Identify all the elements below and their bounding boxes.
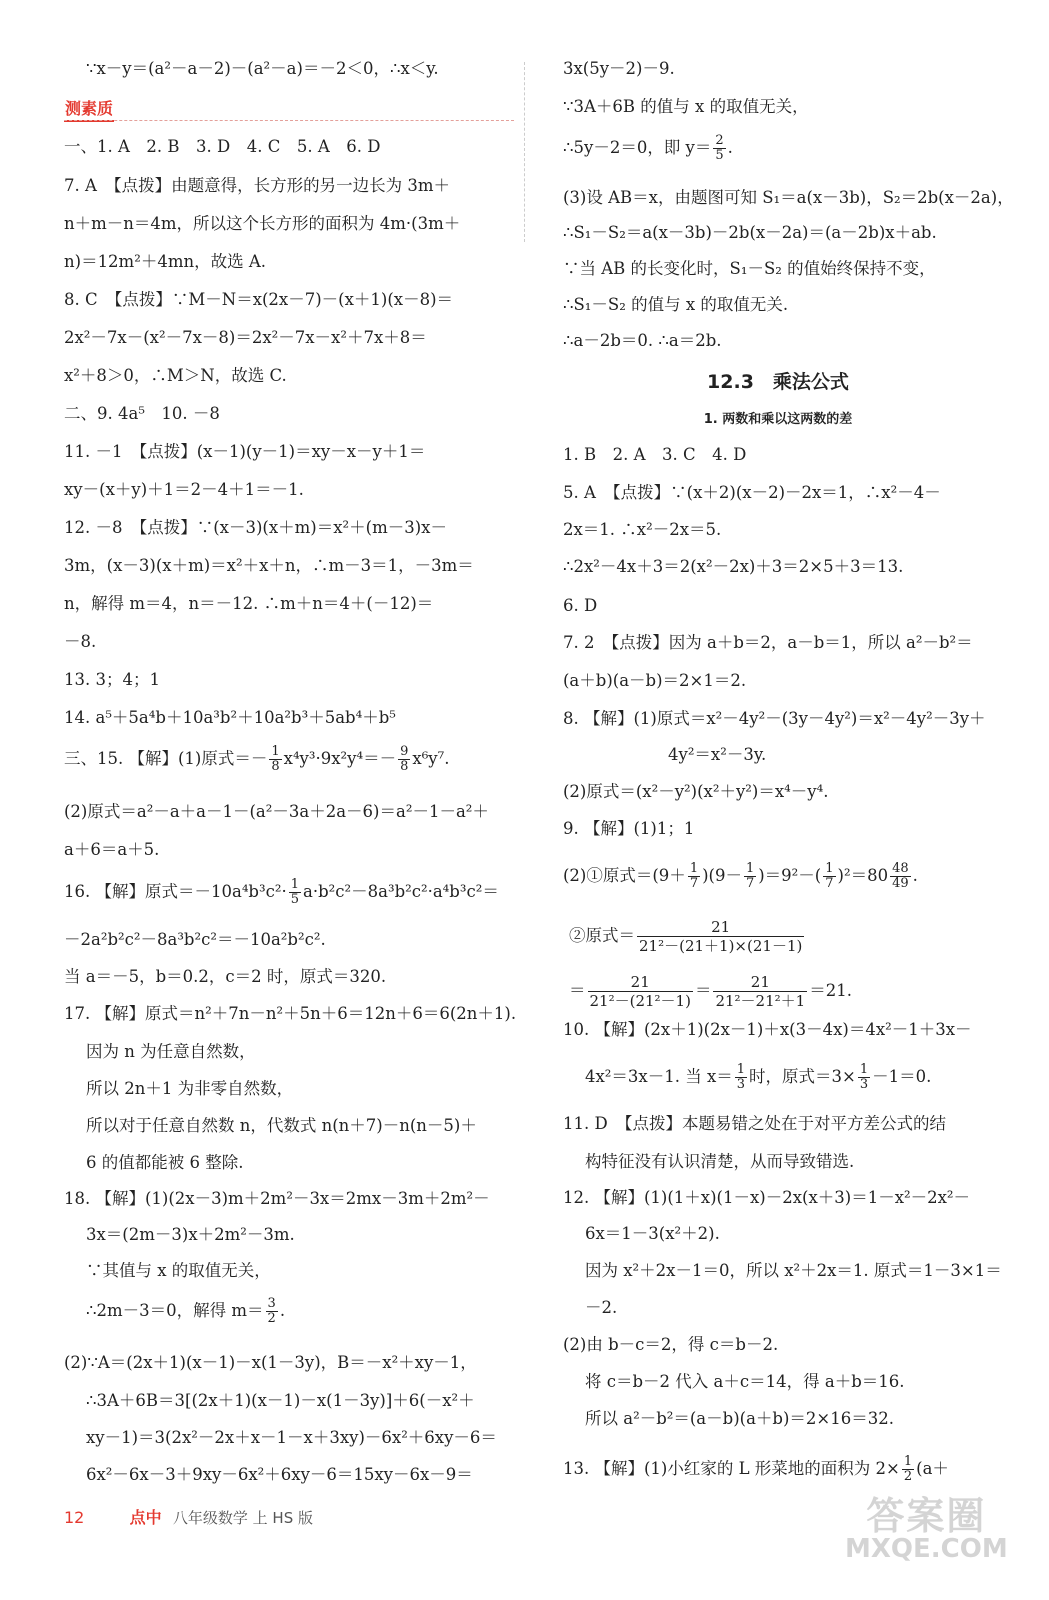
fraction: $\frac{48}{49}$ <box>892 861 909 891</box>
text-line: 当 a＝－5，b＝0.2，c＝2 时，原式＝320. <box>64 967 387 986</box>
text-line: ∴a－2b＝0. ∴a＝2b. <box>563 331 722 350</box>
text-line: 2x＝1. ∴x²－2x＝5. <box>563 520 722 539</box>
answer-line-9-2: (2)①原式＝(9＋ $\frac{1}{7}$ )(9－ $\frac{1}{7}$ )＝9²－( $\frac{1}{7}$ )²＝80 $\frac{48}{49}$ . <box>563 861 918 891</box>
fraction: $\frac{1}{3}$ <box>859 1062 869 1092</box>
text-line: x²＋8＞0，∴M＞N，故选 C. <box>64 366 287 385</box>
answer-line: 一、1. A 2. B 3. D 4. C 5. A 6. D <box>64 137 381 156</box>
text-line: (2)由 b－c＝2，得 c＝b－2. <box>563 1335 779 1354</box>
text-line: 构特征没有认识清楚，从而导致错选. <box>585 1152 855 1171</box>
subsection-heading: 1. 两数和乘以这两数的差 <box>703 412 853 427</box>
answer-line-15: 三、15. 【解】(1)原式＝－ $\frac{1}{8}$ x⁴y³·9x²y⁴＝－ $\frac{9}{8}$ x⁶y⁷. <box>64 744 450 774</box>
answer-line: 12. －8 【点拨】∵(x－3)(x＋m)＝x²＋(m－3)x－ <box>64 518 447 537</box>
text-line: 所以对于任意自然数 n，代数式 n(n＋7)－n(n－5)＋ <box>86 1116 477 1135</box>
text-line: n)＝12m²＋4mn，故选 A. <box>64 252 266 271</box>
text-line: 6x²－6x－3＋9xy－6x²＋6xy－6＝15xy－6x－9＝ <box>86 1465 473 1484</box>
watermark-url: MXQE.COM <box>845 1534 1008 1564</box>
column-divider <box>524 62 525 242</box>
fraction: $\frac{1}{3}$ <box>736 1062 746 1092</box>
answer-line: 二、9. 4a⁵ 10. －8 <box>64 404 220 423</box>
text-line: －8. <box>64 632 97 651</box>
section-tag: 测素质 <box>64 96 114 122</box>
fraction: $\frac{21}{\text{21²－(21²－1)}}$ <box>589 973 691 1010</box>
publisher-logo: 点中 <box>129 1508 162 1527</box>
text-line: 2x²－7x－(x²－7x－8)＝2x²－7x－x²＋7x＋8＝ <box>64 328 427 347</box>
text-line: 所以 a²－b²＝(a－b)(a＋b)＝2×16＝32. <box>585 1409 894 1428</box>
fraction: $\frac{21}{\text{21²－(21＋1)×(21－1)}}$ <box>639 918 803 955</box>
text-line: ∵当 AB 的长变化时，S₁－S₂ 的值始终保持不变， <box>563 259 936 278</box>
answer-line-13: 13. 【解】(1)小红家的 L 形菜地的面积为 2× $\frac{1}{2}$ (a＋ <box>563 1454 949 1484</box>
text-line: xy－(x＋y)＋1＝2－4＋1＝－1. <box>64 480 304 499</box>
text-line: 6 的值都能被 6 整除. <box>86 1153 244 1172</box>
text-line: －2. <box>585 1298 618 1317</box>
answer-line: 10. 【解】(2x＋1)(2x－1)＋x(3－4x)＝4x²－1＋3x－ <box>563 1020 972 1039</box>
text-line: 4y²＝x²－3y. <box>668 745 767 764</box>
answer-line: 11. －1 【点拨】(x－1)(y－1)＝xy－x－y＋1＝ <box>64 442 426 461</box>
text-line: ∴3A＋6B＝3[(2x＋1)(x－1)－x(1－3y)]＋6(－x²＋ <box>86 1391 475 1410</box>
answer-line: 17. 【解】原式＝n²＋7n－n²＋5n＋6＝12n＋6＝6(2n＋1). <box>64 1004 517 1023</box>
text-line: ∵其值与 x 的取值无关， <box>86 1261 271 1280</box>
fraction: $\frac{1}{7}$ <box>745 861 755 891</box>
text-line: ∴2x²－4x＋3＝2(x²－2x)＋3＝2×5＋3＝13. <box>563 557 904 576</box>
text-line: ∴S₁－S₂ 的值与 x 的取值无关. <box>563 295 789 314</box>
text-line: (2)原式＝a²－a＋a－1－(a²－3a＋2a－6)＝a²－1－a²＋ <box>64 802 489 821</box>
text-line: (3)设 AB＝x，由题图可知 S₁＝a(x－3b)，S₂＝2b(x－2a)， <box>563 188 1014 207</box>
answer-line: 5. A 【点拨】∵(x＋2)(x－2)－2x＝1，∴x²－4－ <box>563 483 941 502</box>
fraction: $\frac{9}{8}$ <box>400 744 409 774</box>
answer-line-18-m: ∴2m－3＝0，解得 m＝ $\frac{3}{2}$ . <box>86 1296 286 1326</box>
watermark-text: 答案圈 <box>866 1494 987 1538</box>
text-line: xy－1)＝3(2x²－2x＋x－1－x＋3xy)－6x²＋6xy－6＝ <box>86 1428 497 1447</box>
answer-line: 18. 【解】(1)(2x－3)m＋2m²－3x＝2mx－3m＋2m²－ <box>64 1189 490 1208</box>
answer-line-9-2b: ②原式＝ $\frac{21}{\text{21²－(21＋1)×(21－1)}}$ <box>569 918 803 955</box>
fraction: $\frac{3}{2}$ <box>267 1296 276 1326</box>
answer-line: 7. A 【点拨】由题意得，长方形的另一边长为 3m＋ <box>64 176 451 195</box>
answer-line-16: 16. 【解】原式＝－10a⁴b³c²· $\frac{1}{5}$ a·b²c²－8a³b²c²·a⁴b³c²＝ <box>64 877 499 907</box>
section-rule <box>64 120 514 121</box>
page-footer <box>64 1505 313 1528</box>
text-line: 6x＝1－3(x²＋2). <box>585 1224 720 1243</box>
answer-line: 9. 【解】(1)1；1 <box>563 819 695 838</box>
text-line: (2)∵A＝(2x＋1)(x－1)－x(1－3y)，B＝－x²＋xy－1， <box>64 1353 477 1372</box>
text-line: 3x(5y－2)－9. <box>563 59 675 78</box>
answer-line-10b: 4x²＝3x－1. 当 x＝ $\frac{1}{3}$ 时，原式＝3× $\frac{1}{3}$ －1＝0. <box>585 1062 932 1092</box>
fraction: $\frac{2}{5}$ <box>715 133 724 163</box>
text-line: 所以 2n＋1 为非零自然数， <box>86 1079 294 1098</box>
answer-line: 14. a⁵＋5a⁴b＋10a³b²＋10a²b³＋5ab⁴＋b⁵ <box>64 708 396 727</box>
fraction: $\frac{1}{2}$ <box>903 1454 913 1484</box>
text-line: n＋m－n＝4m，所以这个长方形的面积为 4m·(3m＋ <box>64 214 461 233</box>
text-line: a＋6＝a＋5. <box>64 840 160 859</box>
answer-line: 6. D <box>563 596 598 615</box>
text-line: 因为 x²＋2x－1＝0，所以 x²＋2x＝1. 原式＝1－3×1＝ <box>585 1261 1002 1280</box>
fraction: $\frac{1}{7}$ <box>825 861 834 891</box>
text-line: ∴S₁－S₂＝a(x－3b)－2b(x－2a)＝(a－2b)x＋ab. <box>563 223 937 242</box>
answer-line: 1. B 2. A 3. C 4. D <box>563 445 747 464</box>
page-number: 12 <box>64 1508 85 1527</box>
answer-line: 12. 【解】(1)(1＋x)(1－x)－2x(x＋3)＝1－x²－2x²－ <box>563 1188 971 1207</box>
text-line: 因为 n 为任意自然数， <box>86 1042 256 1061</box>
answer-line: 8. 【解】(1)原式＝x²－4y²－(3y－4y²)＝x²－4y²－3y＋ <box>563 709 986 728</box>
text-line: n，解得 m＝4，n＝－12. ∴m＋n＝4＋(－12)＝ <box>64 594 434 613</box>
answer-line: 13. 3；4；1 <box>64 670 160 689</box>
fraction: $\frac{21}{\text{21²－21²＋1}}$ <box>715 973 806 1010</box>
text-line: ∵3A＋6B 的值与 x 的取值无关， <box>563 97 809 116</box>
answer-line: 11. D 【点拨】本题易错之处在于对平方差公式的结 <box>563 1114 946 1133</box>
watermark <box>845 1496 1008 1562</box>
fraction: $\frac{1}{5}$ <box>290 877 299 907</box>
text-line: 3x＝(2m－3)x＋2m²－3m. <box>86 1225 295 1244</box>
fraction: $\frac{1}{8}$ <box>271 744 280 774</box>
text-line: (a＋b)(a－b)＝2×1＝2. <box>563 671 747 690</box>
text-line: (2)原式＝(x²－y²)(x²＋y²)＝x⁴－y⁴. <box>563 782 829 801</box>
answer-line: 7. 2 【点拨】因为 a＋b＝2，a－b＝1，所以 a²－b²＝ <box>563 633 973 652</box>
text-line: ∵x－y＝(a²－a－2)－(a²－a)＝－2＜0，∴x＜y. <box>86 59 439 78</box>
text-line: 3m，(x－3)(x＋m)＝x²＋x＋n，∴m－3＝1，－3m＝ <box>64 556 474 575</box>
text-line: －2a²b²c²－8a³b²c²＝－10a²b²c². <box>64 930 326 949</box>
text-line: 将 c＝b－2 代入 a＋c＝14，得 a＋b＝16. <box>585 1372 905 1391</box>
answer-line-9-2c: ＝ $\frac{21}{\text{21²－(21²－1)}}$ ＝ $\frac{21}{\text{21²－21²＋1}}$ ＝21. <box>569 973 852 1010</box>
answer-line: 8. C 【点拨】∵M－N＝x(2x－7)－(x＋1)(x－8)＝ <box>64 290 454 309</box>
fraction: $\frac{1}{7}$ <box>689 861 699 891</box>
book-title: 八年级数学 上 HS 版 <box>172 1509 313 1527</box>
answer-line-y: ∴5y－2＝0，即 y＝ $\frac{2}{5}$ . <box>563 133 733 163</box>
section-heading: 12.3 乘法公式 <box>707 371 849 393</box>
